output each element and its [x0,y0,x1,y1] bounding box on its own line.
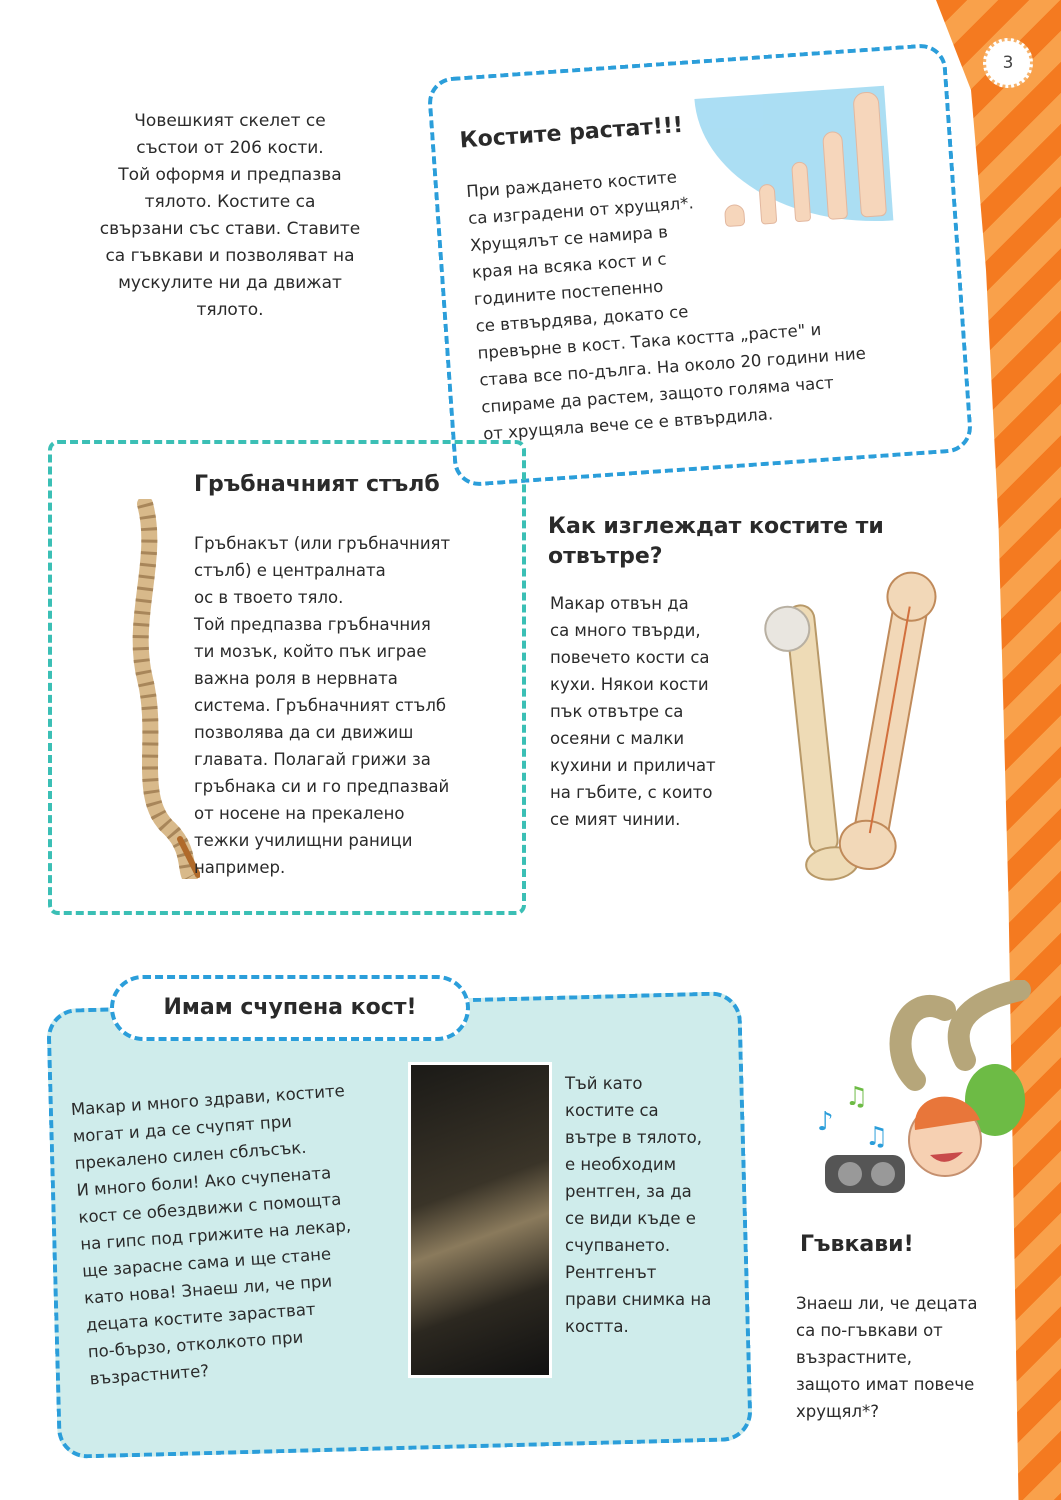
inside-text: Макар отвън да са много твърди, повечето кости са кухи. Някои кости пък отвътре са осеяни с малки кухини и приличат на гъбите, с които се мият чинии. [550,594,716,829]
xray-image [408,1062,552,1378]
intro-text: Човешкият скелет се състои от 206 кости. Той оформя и предпазва тялото. Костите са свързани със стави. Ставите са гъвкави и позволяват на мускулите ни да движат тялото. [99,111,361,320]
svg-text:♫: ♫ [845,1082,869,1112]
growth-title: Костите растат!!! [458,112,684,154]
flexible-girl-illustration [805,980,1035,1210]
bone-illustration [760,565,940,895]
page-number: 3 [983,38,1033,88]
broken-bone-title: Имам счупена кост! [110,975,470,1041]
spine-text: Гръбнакът (или гръбначният стълб) е централната ос в твоето тяло. Той предпазва гръбначния ти мозък, който пък играе важна роля в нервната система. Гръбначният стълб позволява да си движиш главата. Полагай грижи за гръбнака си и го предпазвай от носене на прекалено тежки училищни раници например. [194,534,451,877]
svg-text:♪: ♪ [817,1107,834,1137]
spine-illustration [90,499,200,879]
broken-bone-text-right: Тъй като костите са вътре в тялото, е необходим рентген, за да се види къде е счупването. Рентгенът прави снимка на костта. [565,1074,712,1336]
broken-bone-text-left: Макар и много здрави, костите могат и да се счупят при прекалено силен сблъсък. И много боли! Ако счупената кост се обездвижи с помощта на гипс под грижите на лекар, ще зарасне сама и ще стане като нова! Знаеш ли, че при децата костите зарастват по-бързо, отколкото при възрастните? [70,1081,352,1389]
spine-title: Гръбначният стълб [194,472,440,497]
growth-text: При раждането костите са изградени от хрущял*. Хрущялът се намира в края на всяка кост и с годините постепенно се втвърдява, докато се превърне в кост. Така костта „расте" и става все по-дълга. На около 20 години ние спираме да растем, защото голяма част от хрущяла вече се е втвърдила. [465,167,867,444]
inside-title: Как изглеждат костите ти отвътре? [548,514,884,569]
spine-box [48,440,526,915]
flexible-title: Гъвкави! [800,1232,914,1257]
flexible-text: Знаеш ли, че децата са по-гъвкави от възрастните, защото имат повече хрущял*? [796,1294,978,1421]
growth-box [426,42,973,487]
svg-text:♫: ♫ [865,1122,889,1152]
